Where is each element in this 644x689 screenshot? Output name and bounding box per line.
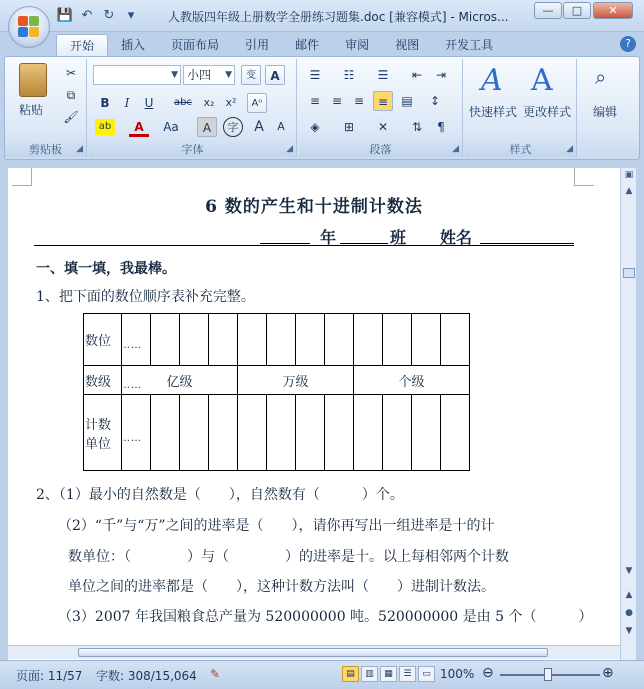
shading-icon[interactable]: ◈ [310,120,320,134]
shrink-font-button[interactable]: A [277,120,285,133]
borders-icon[interactable]: ⊞ [343,120,355,134]
scroll-thumb[interactable] [623,268,635,278]
ruler-toggle-icon[interactable]: ▣ [624,170,634,180]
change-case-button[interactable]: Aa [163,120,179,134]
class-blank [340,243,388,244]
level-ge: 个级 [354,366,470,395]
tab-home[interactable]: 开始 [56,34,108,56]
customize-qat-icon[interactable]: ▾ [127,8,135,23]
clipboard-launcher-icon[interactable]: ◢ [76,144,83,154]
print-layout-view-button[interactable]: ▤ [342,666,359,682]
question-2-1: 2、（1）最小的自然数是（ ），自然数有（ ）个。 [36,487,404,503]
italic-button[interactable]: I [124,96,130,110]
superscript-button[interactable]: x² [225,96,237,109]
class-label: 班 [390,228,407,247]
table-row-head: 数位 …… [84,314,122,366]
sort-icon[interactable]: ⇅ [411,120,423,134]
chevron-down-icon: ▼ [171,70,178,80]
horizontal-scrollbar[interactable] [8,645,620,659]
font-label: 字体 [89,141,296,157]
tab-page-layout[interactable]: 页面布局 [171,38,220,52]
change-styles-icon[interactable]: A [531,63,553,98]
multilevel-list-icon[interactable]: ☰ [377,68,389,82]
page-corner-mark [12,168,32,186]
question-1: 1、把下面的数位顺序表补充完整。 [36,289,255,305]
maximize-button[interactable]: □ [563,2,591,19]
clipboard-label: 剪贴板 [5,141,86,157]
scroll-down-icon[interactable]: ▼ [625,566,633,576]
outline-view-button[interactable]: ☰ [399,666,416,682]
table-row-head: 计数 单位 …… [84,395,122,471]
select-browse-object-icon[interactable]: ● [625,608,633,618]
editing-group [579,59,635,157]
binoculars-icon[interactable]: ⌕ [595,65,607,89]
zoom-out-icon[interactable]: ⊖ [482,665,494,681]
ribbon-tabs [0,32,644,56]
scroll-up-icon[interactable]: ▲ [625,186,633,196]
align-left-icon[interactable]: ≡ [309,94,321,108]
phonetic-guide-button[interactable]: 变 [241,65,261,85]
clipboard-group [5,59,87,157]
editing-button[interactable]: 编辑 [593,105,618,119]
question-2-2a: （2）“千”与“万”之间的进率是（ ），请你再写出一组进率是十的计 [58,518,495,534]
quick-access-toolbar [56,7,140,25]
zoom-slider-thumb[interactable] [544,668,552,681]
increase-indent-icon[interactable]: ⇥ [435,68,447,82]
grow-font-button[interactable]: A [254,119,264,135]
window-title: 人教版四年级上册数学全册练习题集.doc [兼容模式] - Micros... [168,10,509,24]
question-2-3: （3）2007 年我国粮食总产量为 520000000 吨。520000000 是由 5 个（ ） [58,609,593,625]
tab-view[interactable]: 视图 [395,38,420,52]
font-size-value: 小四 [187,68,212,82]
proofing-icon[interactable]: ✎ [210,667,221,681]
tab-insert[interactable]: 插入 [121,38,146,52]
next-page-icon[interactable]: ▼ [625,626,633,636]
question-2-2b: 数单位：（ ）与（ ）的进率是十。以上每相邻两个计数 [68,549,509,565]
office-button[interactable] [8,6,50,48]
paste-icon[interactable] [19,63,47,97]
chinese-layout-icon[interactable]: ✕ [377,120,389,134]
bold-button[interactable]: B [100,96,110,110]
clear-formatting-button[interactable]: Aᵒ [247,93,267,113]
styles-launcher-icon[interactable]: ◢ [566,144,573,154]
numbering-icon[interactable]: ☷ [343,68,355,82]
year-label: 年 [320,228,337,247]
document-page[interactable] [8,168,620,660]
name-blank [480,243,574,244]
quick-styles-button[interactable]: 快速样式 [469,105,518,119]
distributed-icon[interactable]: ▤ [401,94,413,108]
full-screen-reading-button[interactable]: ▥ [361,666,378,682]
paragraph-launcher-icon[interactable]: ◢ [452,144,459,154]
font-launcher-icon[interactable]: ◢ [286,144,293,154]
status-bar [0,660,644,689]
copy-icon[interactable]: ⧉ [66,88,76,102]
question-2-2c: 单位之间的进率都是（ ），这种计数方法叫（ ）进制计数法。 [68,579,495,595]
quick-styles-icon[interactable]: A [481,63,503,98]
close-button[interactable]: ✕ [593,2,633,19]
zoom-level[interactable]: 100% [440,667,475,681]
tab-mailings[interactable]: 邮件 [295,38,320,52]
paste-button[interactable]: 粘贴 [19,103,44,117]
page-corner-mark [574,168,594,186]
help-icon[interactable]: ? [620,36,636,52]
name-label: 姓名 [440,228,473,247]
previous-page-icon[interactable]: ▲ [625,590,633,600]
align-right-icon[interactable]: ≡ [353,94,365,108]
enclose-characters-button[interactable]: 字 [223,117,243,137]
document-title: 6 数的产生和十进制计数法 [205,197,423,217]
font-color-button[interactable]: A [129,117,149,137]
word-count[interactable]: 字数: 308/15,064 [96,669,197,683]
change-styles-button[interactable]: 更改样式 [523,105,572,119]
strikethrough-button[interactable]: abc [174,97,192,108]
table-row-head: 数级 …… [84,366,122,395]
section-heading: 一、填一填，我最棒。 [36,261,176,277]
styles-label: 样式 [465,141,576,157]
styles-group [465,59,577,157]
underline-button[interactable]: U [144,96,154,110]
bullets-icon[interactable]: ☰ [309,68,321,82]
subscript-button[interactable]: x₂ [203,96,215,109]
undo-icon[interactable]: ↶ [81,8,93,23]
minimize-button[interactable]: — [534,2,562,19]
decrease-indent-icon[interactable]: ⇤ [411,68,423,82]
show-marks-icon[interactable]: ¶ [437,120,445,134]
chevron-down-icon: ▼ [225,70,232,80]
vertical-scrollbar[interactable] [620,168,636,660]
character-shading-button[interactable]: A [197,117,217,137]
paragraph-group [299,59,463,157]
save-icon[interactable]: 💾 [56,8,74,23]
tab-developer[interactable]: 开发工具 [445,38,494,52]
font-size-combo[interactable] [183,65,235,85]
character-border-button[interactable]: A [265,65,285,85]
zoom-in-icon[interactable]: ⊕ [602,665,614,681]
line-spacing-icon[interactable]: ↕ [429,94,441,108]
justify-icon[interactable]: ≡ [373,91,393,111]
format-painter-icon[interactable]: 🖌 [63,110,79,124]
level-wan: 万级 [238,366,354,395]
year-blank [260,243,310,244]
paragraph-label: 段落 [299,141,462,157]
tab-review[interactable]: 审阅 [345,38,370,52]
office-logo-icon [18,16,40,38]
ribbon [4,56,640,160]
align-center-icon[interactable]: ≡ [331,94,343,108]
horizontal-scroll-thumb[interactable] [78,648,548,657]
page-indicator[interactable]: 页面: 11/57 [16,669,83,683]
highlight-button[interactable]: ab [95,119,115,135]
cut-icon[interactable]: ✂ [65,66,77,80]
level-yi: 亿级 [122,366,238,395]
title-bar [0,0,644,32]
tab-references[interactable]: 引用 [245,38,270,52]
header-rule [34,245,574,246]
web-layout-button[interactable]: ▦ [380,666,397,682]
redo-icon[interactable]: ↻ [103,8,115,23]
draft-view-button[interactable]: ▭ [418,666,435,682]
font-name-combo[interactable] [93,65,181,85]
place-value-table [83,313,470,471]
font-group [89,59,297,157]
